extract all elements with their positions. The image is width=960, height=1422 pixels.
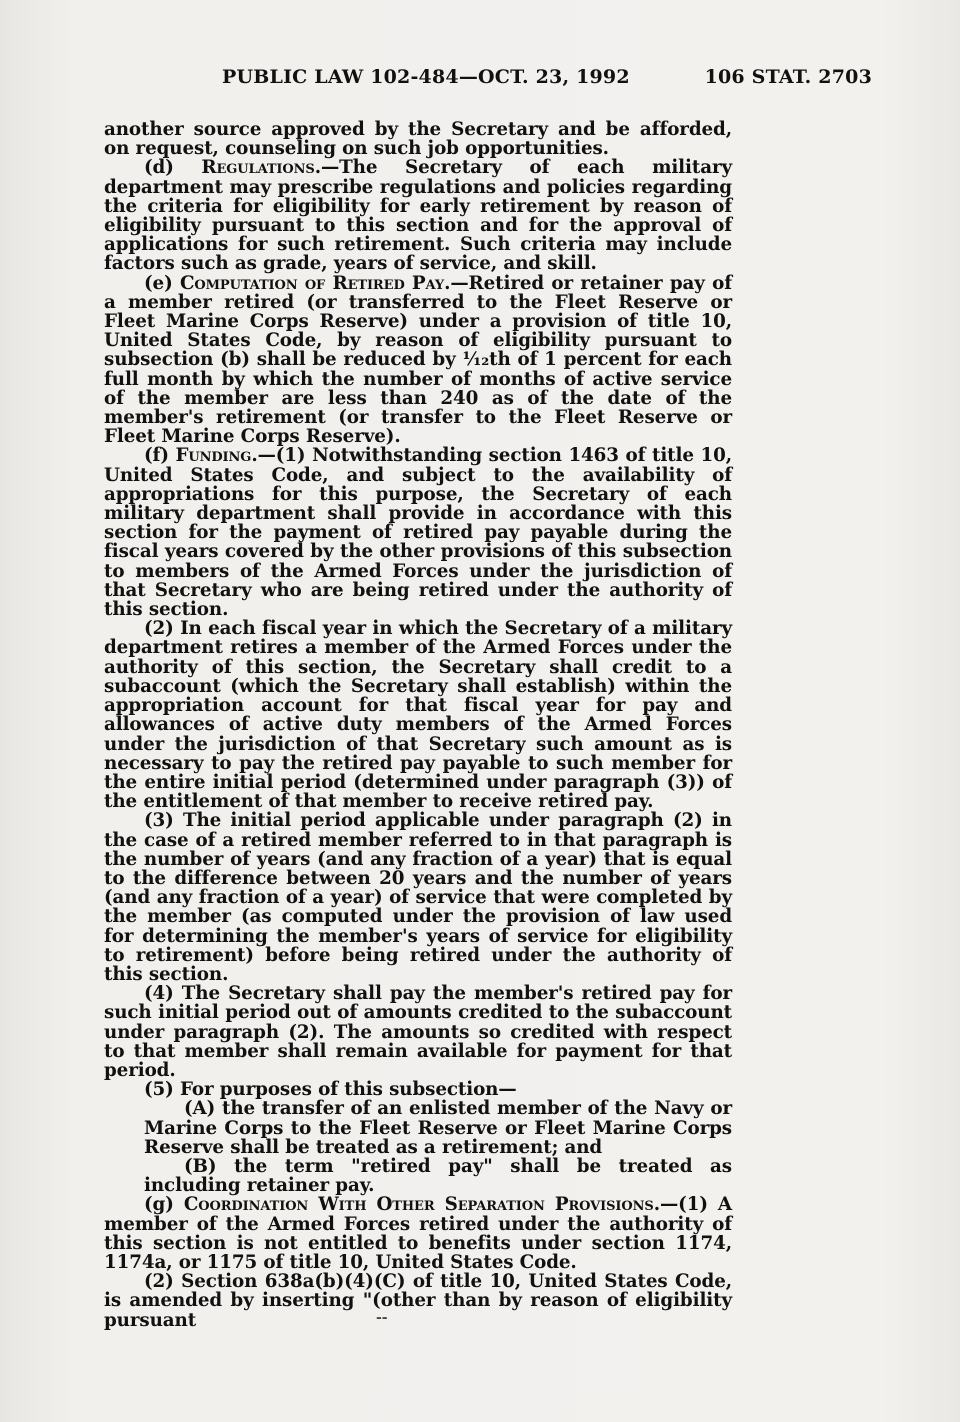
paragraph-f5: (5) For purposes of this subsection—	[144, 1079, 517, 1101]
paragraph-f4: (4) The Secretary shall pay the member's retired pay for such initial period out of amounts credited to the subaccount under paragraph (2). The amounts so credited with respect to that member shall remain available for payment for that period.	[104, 983, 732, 1081]
subsection-number: (f)	[144, 445, 176, 467]
subsection-heading: Funding	[175, 445, 252, 467]
subsection-number: (g)	[144, 1194, 184, 1216]
public-law-citation: PUBLIC LAW 102-484—OCT. 23, 1992	[222, 66, 630, 88]
paragraph-d-regulations	[104, 158, 732, 273]
subsection-text: .—Retired or retainer pay of a member retired (or transferred to the Fleet Reserve or Fleet Marine Corps Reserve) under a provision of title 10, United States Code, by reason of eligibility pursuant to subsection (b) shall be reduced by ¹⁄₁₂th of 1 percent for each full month by which the number of months of active service of the member are less than 240 as of the date of the member's retirement (or transfer to the Fleet Reserve or Fleet Marine Corps Reserve).	[104, 272, 732, 448]
subsection-heading: Computation of Retired Pay	[179, 272, 445, 294]
paragraph-f5-a: (A) the transfer of an enlisted member of the Navy or Marine Corps to the Fleet Reserve or Fleet Marine Corps Reserve shall be treated as a retirement; and	[144, 1098, 732, 1158]
subsection-text: .—(1) Notwithstanding section 1463 of title 10, United States Code, and subject to the availability of appropriations for this purpose, the Secretary of each military department shall provide in accordance with this section for the payment of retired pay payable during the fiscal years covered by the other provisions of this subsection to members of the Armed Forces under the jurisdiction of that Secretary who are being retired under the authority of this section.	[104, 445, 732, 621]
paragraph-g2: (2) Section 638a(b)(4)(C) of title 10, United States Code, is amended by inserting "(other than by reason of eligibility pursuant	[104, 1271, 732, 1331]
subsection-heading: Coordination With Other Separation Provisions	[183, 1194, 654, 1216]
subsection-text: .—(1) A member of the Armed Forces retired under the authority of this section is not entitled to benefits under section 1174, 1174a, or 1175 of title 10, United States Code.	[104, 1194, 732, 1273]
paragraph-e-computation	[104, 274, 732, 447]
paragraph-f3: (3) The initial period applicable under paragraph (2) in the case of a retired member referred to in that paragraph is the number of years (and any fraction of a year) that is equal to the difference between 20 years and the number of years (and any fraction of a year) of service that were completed by the member (as computed under the provision of law used for determining the member's years of service for eligibility to retirement) before being retired under the authority of this section.	[104, 810, 732, 985]
subsection-number: (d)	[144, 157, 202, 179]
statute-page-number: 106 STAT. 2703	[704, 66, 872, 88]
paragraph-f2: (2) In each fiscal year in which the Secretary of a military department retires a member of the Armed Forces under the authority of this section, the Secretary shall credit to a subaccount (which the Secretary shall establish) within the appropriation account for that fiscal year for pay and allowances of active duty members of the Armed Forces under the jurisdiction of that Secretary such amount as is necessary to pay the retired pay payable to such member for the entire initial period (determined under paragraph (3)) of the entitlement of that member to receive retired pay.	[104, 618, 732, 813]
paragraph-f5-b: (B) the term "retired pay" shall be treated as including retainer pay.	[144, 1155, 732, 1197]
paragraph-g-coordination	[104, 1195, 732, 1272]
paragraph-f-funding	[104, 446, 732, 619]
subsection-number: (e)	[144, 272, 180, 294]
subsection-text: .—The Secretary of each military department may prescribe regulations and policies regarding the criteria for eligibility for early retirement by reason of eligibility pursuant to this section and for the approval of applications for such retirement. Such criteria may include factors such as grade, years of service, and skill.	[104, 157, 732, 275]
page-footer-mark: --	[376, 1310, 388, 1326]
subsection-heading: Regulations	[201, 157, 315, 179]
paragraph-continued: another source approved by the Secretary and be afforded, on request, counseling on such job opportunities.	[104, 119, 732, 160]
document-body	[104, 120, 732, 1330]
